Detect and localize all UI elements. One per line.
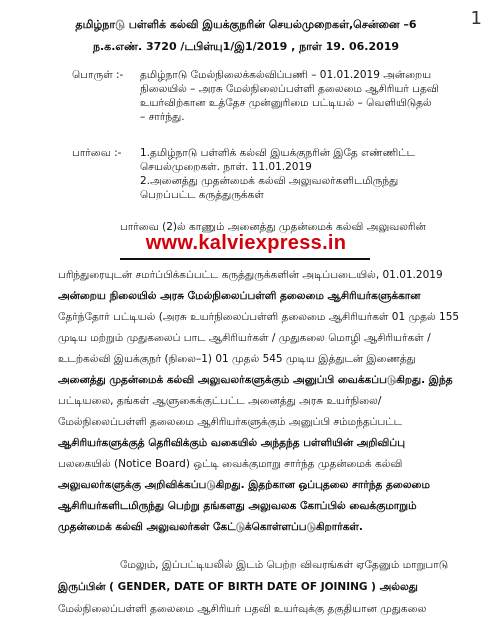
paragraph-line: முதன்மைக் கல்வி அலுவலர்கள் கேட்டுக்கொள்ளப்படுகிறார்கள். [58,521,363,533]
paragraph-line: மேல்நிலைப்பள்ளி தலைமை ஆசிரியர் பதவி உயர்வுக்கு தகுதியான முதுகலை [58,603,427,615]
paragraph-line: பலகையில் (Notice Board) ஒட்டி வைக்குமாறு சார்ந்த முதன்மைக் கல்வி [58,458,403,470]
reference-line: 1.தமிழ்நாடு பள்ளிக் கல்வி இயக்குநரின் இதே எண்ணிட்ட [140,147,415,159]
paragraph-line: அனைத்து முதன்மைக் கல்வி அலுவலர்களுக்கும் அனுப்பி வைக்கப்படுகிறது. இந்த [58,374,453,386]
reference-line: 2.அனைத்து முதன்மைக் கல்வி அலுவலர்களிடமிருந்து [140,175,399,187]
paragraph-line: அலுவலர்களுக்கு அறிவிக்கப்படுகிறது. இதற்கான ஒப்புதலை சார்ந்த தலைமை [58,479,430,491]
reference-line: பெறப்பட்ட கருத்துருக்கள் [140,189,264,201]
reference-label: பார்வை :- [72,147,122,159]
subject-line: – சார்ந்து. [140,111,185,123]
watermark-url: www.kalviexpress.in [145,232,347,254]
paragraph-line: இருப்பின் ( GENDER, DATE OF BIRTH DATE OF JOINING ) அல்லது [58,581,418,593]
document-title: தமிழ்நாடு பள்ளிக் கல்வி இயக்குநரின் செயல்முறைகள்,சென்னை –6 [75,18,417,31]
paragraph-line: ஆசிரியர்களிடமிருந்து பெற்று தங்களது அலுவலக கோப்பில் வைக்குமாறும் [58,500,417,512]
paragraph-line: பரிந்துரையுடன் சமர்ப்பிக்கப்பட்ட கருத்துருக்களின் அடிப்படையில், 01.01.2019 [58,269,443,281]
reference-line: செயல்முறைகள். நாள். 11.01.2019 [140,161,312,173]
page-number: 1 [470,8,482,29]
watermark-underline [120,258,370,260]
paragraph-line: அன்றைய நிலையில் அரசு மேல்நிலைப்பள்ளி தலைமை ஆசிரியர்களுக்கான [58,290,421,302]
paragraph-line: பட்டியலை, தங்கள் ஆளுகைக்குட்பட்ட அனைத்து அரசு உயர்நிலை/ [58,395,382,407]
paragraph-line: தேர்ந்தோர் பட்டியல் (அரசு உயர்நிலைப்பள்ளி தலைமை ஆசிரியர்கள் 01 முதல் 155 [58,311,460,323]
subject-line: தமிழ்நாடு மேல்நிலைக்கல்விப்பணி – 01.01.2019 அன்றைய [140,69,432,81]
paragraph-line: பார்வை (2)ல் காணும் அனைத்து முதன்மைக் கல்வி அலுவலரின் [120,221,426,233]
subject-line: நிலையில் – அரசு மேல்நிலைப்பள்ளி தலைமை ஆசிரியர் பதவி [140,83,439,95]
paragraph-line: மேலும், இப்பட்டியலில் இடம் பெற்ற விவரங்கள் ஏதேனும் மாறுபாடு [120,559,449,571]
paragraph-line: உடற்கல்வி இயக்குநர் (நிலை–1) 01 முதல் 545 முடிய இத்துடன் இணைத்து [58,353,416,365]
paragraph-line: முடிய மற்றும் முதுகலைப் பாட ஆசிரியர்கள் / முதுகலை மொழி ஆசிரியர்கள் / [58,332,431,344]
paragraph-line: மேல்நிலைப்பள்ளி தலைமை ஆசிரியர்களுக்கும் அனுப்பி சம்மந்தப்பட்ட [58,416,403,428]
reference-number-line: ந.க.எண். 3720 /டபிள்யு1/இ1/2019 , நாள் 19. 06.2019 [92,40,400,53]
subject-label: பொருள் :- [72,69,124,81]
paragraph-line: ஆசிரியர்களுக்குத் தெரிவிக்கும் வகையில் அந்தந்த பள்ளியின் அறிவிப்பு [58,437,406,449]
subject-line: உயர்விற்கான உத்தேச முன்னுரிமை பட்டியல் – வெளியிடுதல் [140,97,432,109]
